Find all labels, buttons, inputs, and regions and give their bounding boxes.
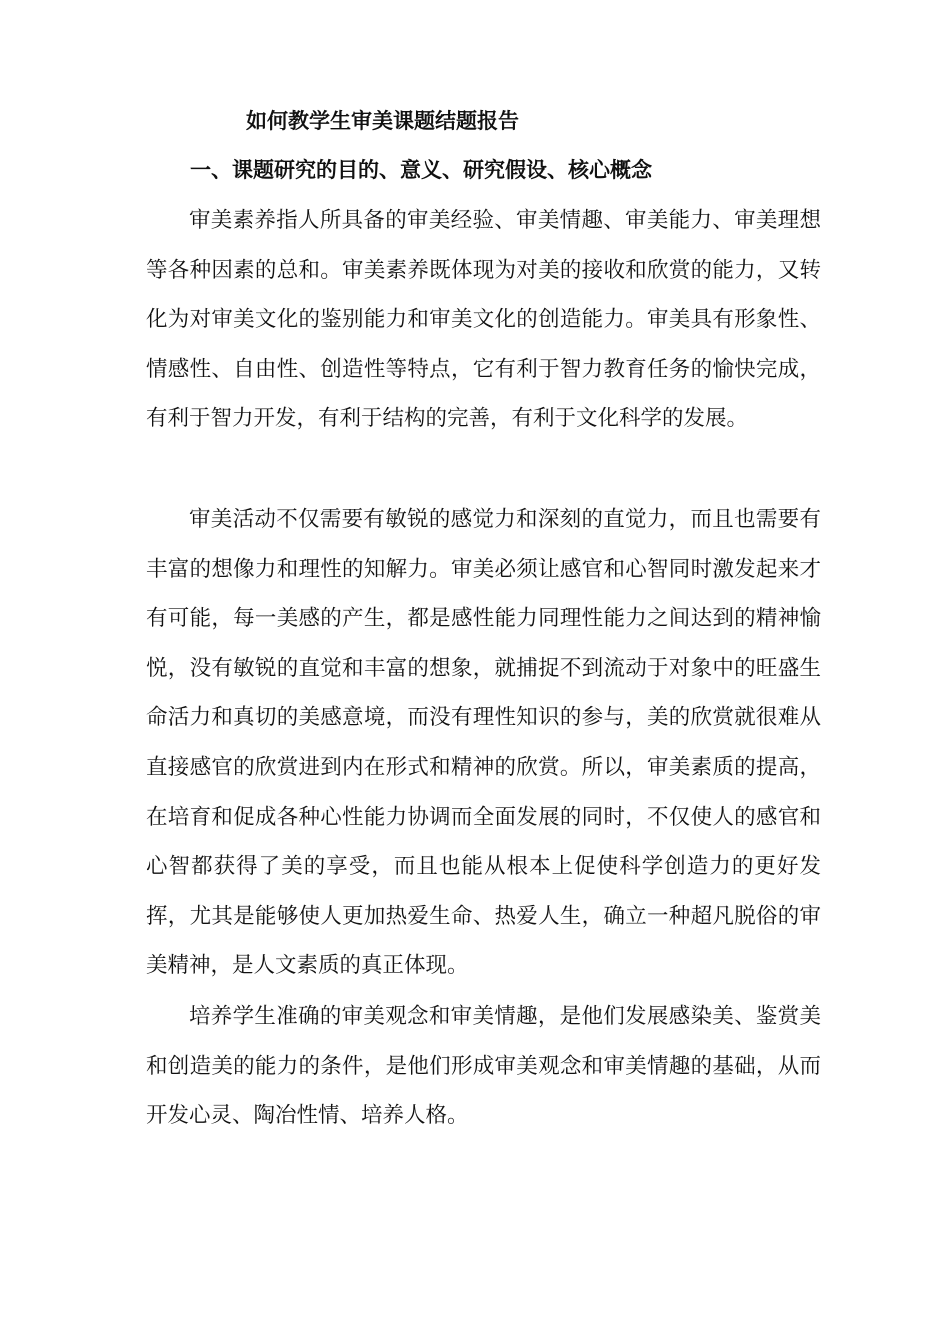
paragraph-3: 培养学生准确的审美观念和审美情趣，是他们发展感染美、鉴赏美和创造美的能力的条件，是他们形成审美观念和审美情趣的基础，从而开发心灵、陶冶性情、培养人格。 [146,1004,821,1129]
document-title: 如何教学生审美课题结题报告 [246,108,519,133]
paragraph-1: 审美素养指人所具备的审美经验、审美情趣、审美能力、审美理想等各种因素的总和。审美素养既体现为对美的接收和欣赏的能力，又转化为对审美文化的鉴别能力和审美文化的创造能力。审美具有形象性、情感性、自由性、创造性等特点，它有利于智力教育任务的愉快完成，有利于智力开发，有利于结构的完善，有利于文化科学的发展。 [146,208,821,432]
section-heading: 一、课题研究的目的、意义、研究假设、核心概念 [190,157,652,182]
paragraph-2: 审美活动不仅需要有敏锐的感觉力和深刻的直觉力，而且也需要有丰富的想像力和理性的知解力。审美必须让感官和心智同时激发起来才有可能，每一美感的产生，都是感性能力同理性能力之间达到的精神愉悦，没有敏锐的直觉和丰富的想象，就捕捉不到流动于对象中的旺盛生命活力和真切的美感意境，而没有理性知识的参与，美的欣赏就很难从直接感官的欣赏进到内在形式和精神的欣赏。所以，审美素质的提高，在培育和促成各种心性能力协调而全面发展的同时，不仅使人的感官和心智都获得了美的享受，而且也能从根本上促使科学创造力的更好发挥，尤其是能够使人更加热爱生命、热爱人生，确立一种超凡脱俗的审美精神，是人文素质的真正体现。 [146,507,821,979]
